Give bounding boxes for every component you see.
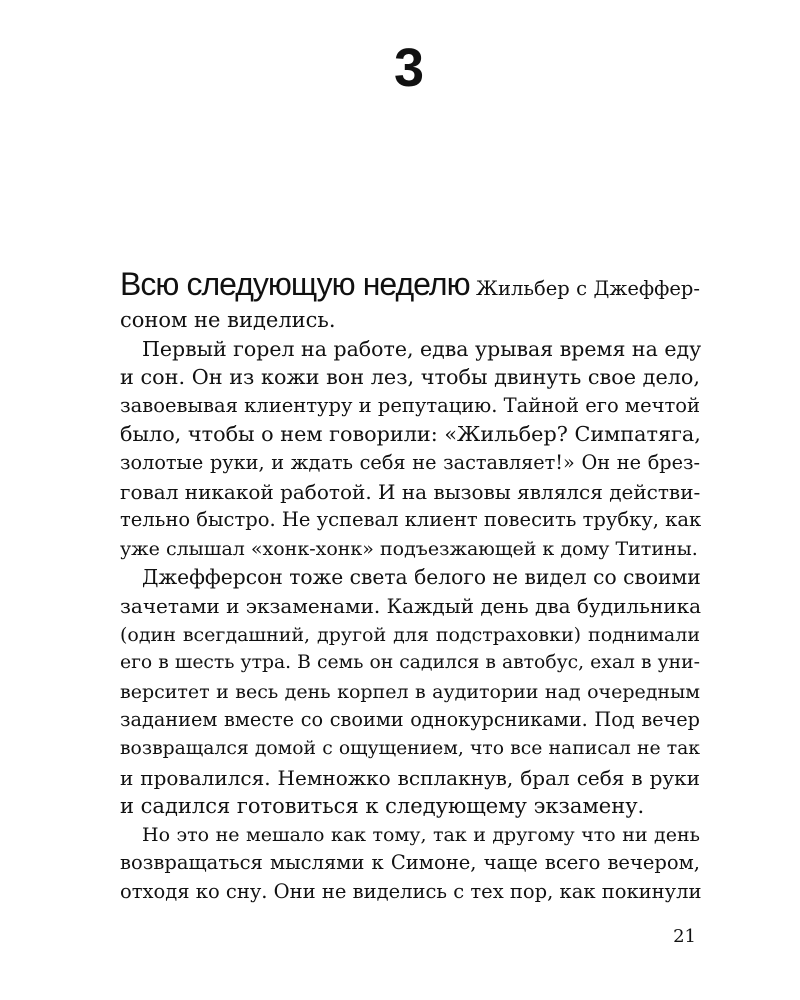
- text-line: и провалился. Немножко всплакнув, брал себя в руки: [120, 765, 700, 790]
- text-line: зачетами и экзаменами. Каждый день два будильника: [120, 593, 702, 618]
- text-line: и садился готовиться к следующему экзамену.: [120, 794, 645, 819]
- text-line: Жильбер с Джеффер-: [476, 277, 701, 300]
- text-line: и сон. Он из кожи вон лез, чтобы двинуть свое дело,: [120, 365, 700, 390]
- page-number: 21: [673, 926, 696, 947]
- text-line: было, чтобы о нем говорили: «Жильбер? Симпатяга,: [120, 422, 701, 447]
- body-text: [120, 262, 700, 906]
- text-line: Первый горел на работе, едва урывая время на еду: [142, 336, 702, 361]
- text-line: его в шесть утра. В семь он садился в автобус, ехал в уни-: [120, 652, 700, 674]
- lead-in-text: Всю следующую неделю: [120, 266, 470, 302]
- text-line: возвращался домой с ощущением, что все написал не так: [120, 737, 700, 759]
- text-line: говал никакой работой. И на вызовы являлся действи-: [120, 479, 701, 504]
- text-line: тельно быстро. Не успевал клиент повесить трубку, как: [120, 508, 702, 532]
- text-line: соном не виделись.: [120, 308, 336, 332]
- text-line: Джефферсон тоже света белого не видел со своими: [142, 565, 701, 590]
- text-line: (один всегдашний, другой для подстраховки) поднимали: [120, 623, 700, 646]
- text-line: возвращаться мыслями к Симоне, чаще всего вечером,: [120, 851, 700, 875]
- text-line: уже слышал «хонк-хонк» подъезжающей к дому Титины.: [120, 537, 698, 560]
- text-line-first: [120, 262, 700, 306]
- text-line: верситет и весь день корпел в аудитории над очередным: [120, 680, 700, 703]
- text-line: отходя ко сну. Они не виделись с тех пор, как покинули: [120, 879, 702, 903]
- chapter-number: 3: [393, 38, 425, 98]
- text-line: Но это не мешало как тому, так и другому что ни день: [142, 823, 700, 846]
- text-line: заданием вместе со своими однокурсниками. Под вечер: [120, 708, 700, 732]
- text-line: золотые руки, и ждать себя не заставляет!» Он не брез-: [120, 450, 700, 474]
- text-line: завоевывая клиентуру и репутацию. Тайной его мечтой: [120, 393, 701, 417]
